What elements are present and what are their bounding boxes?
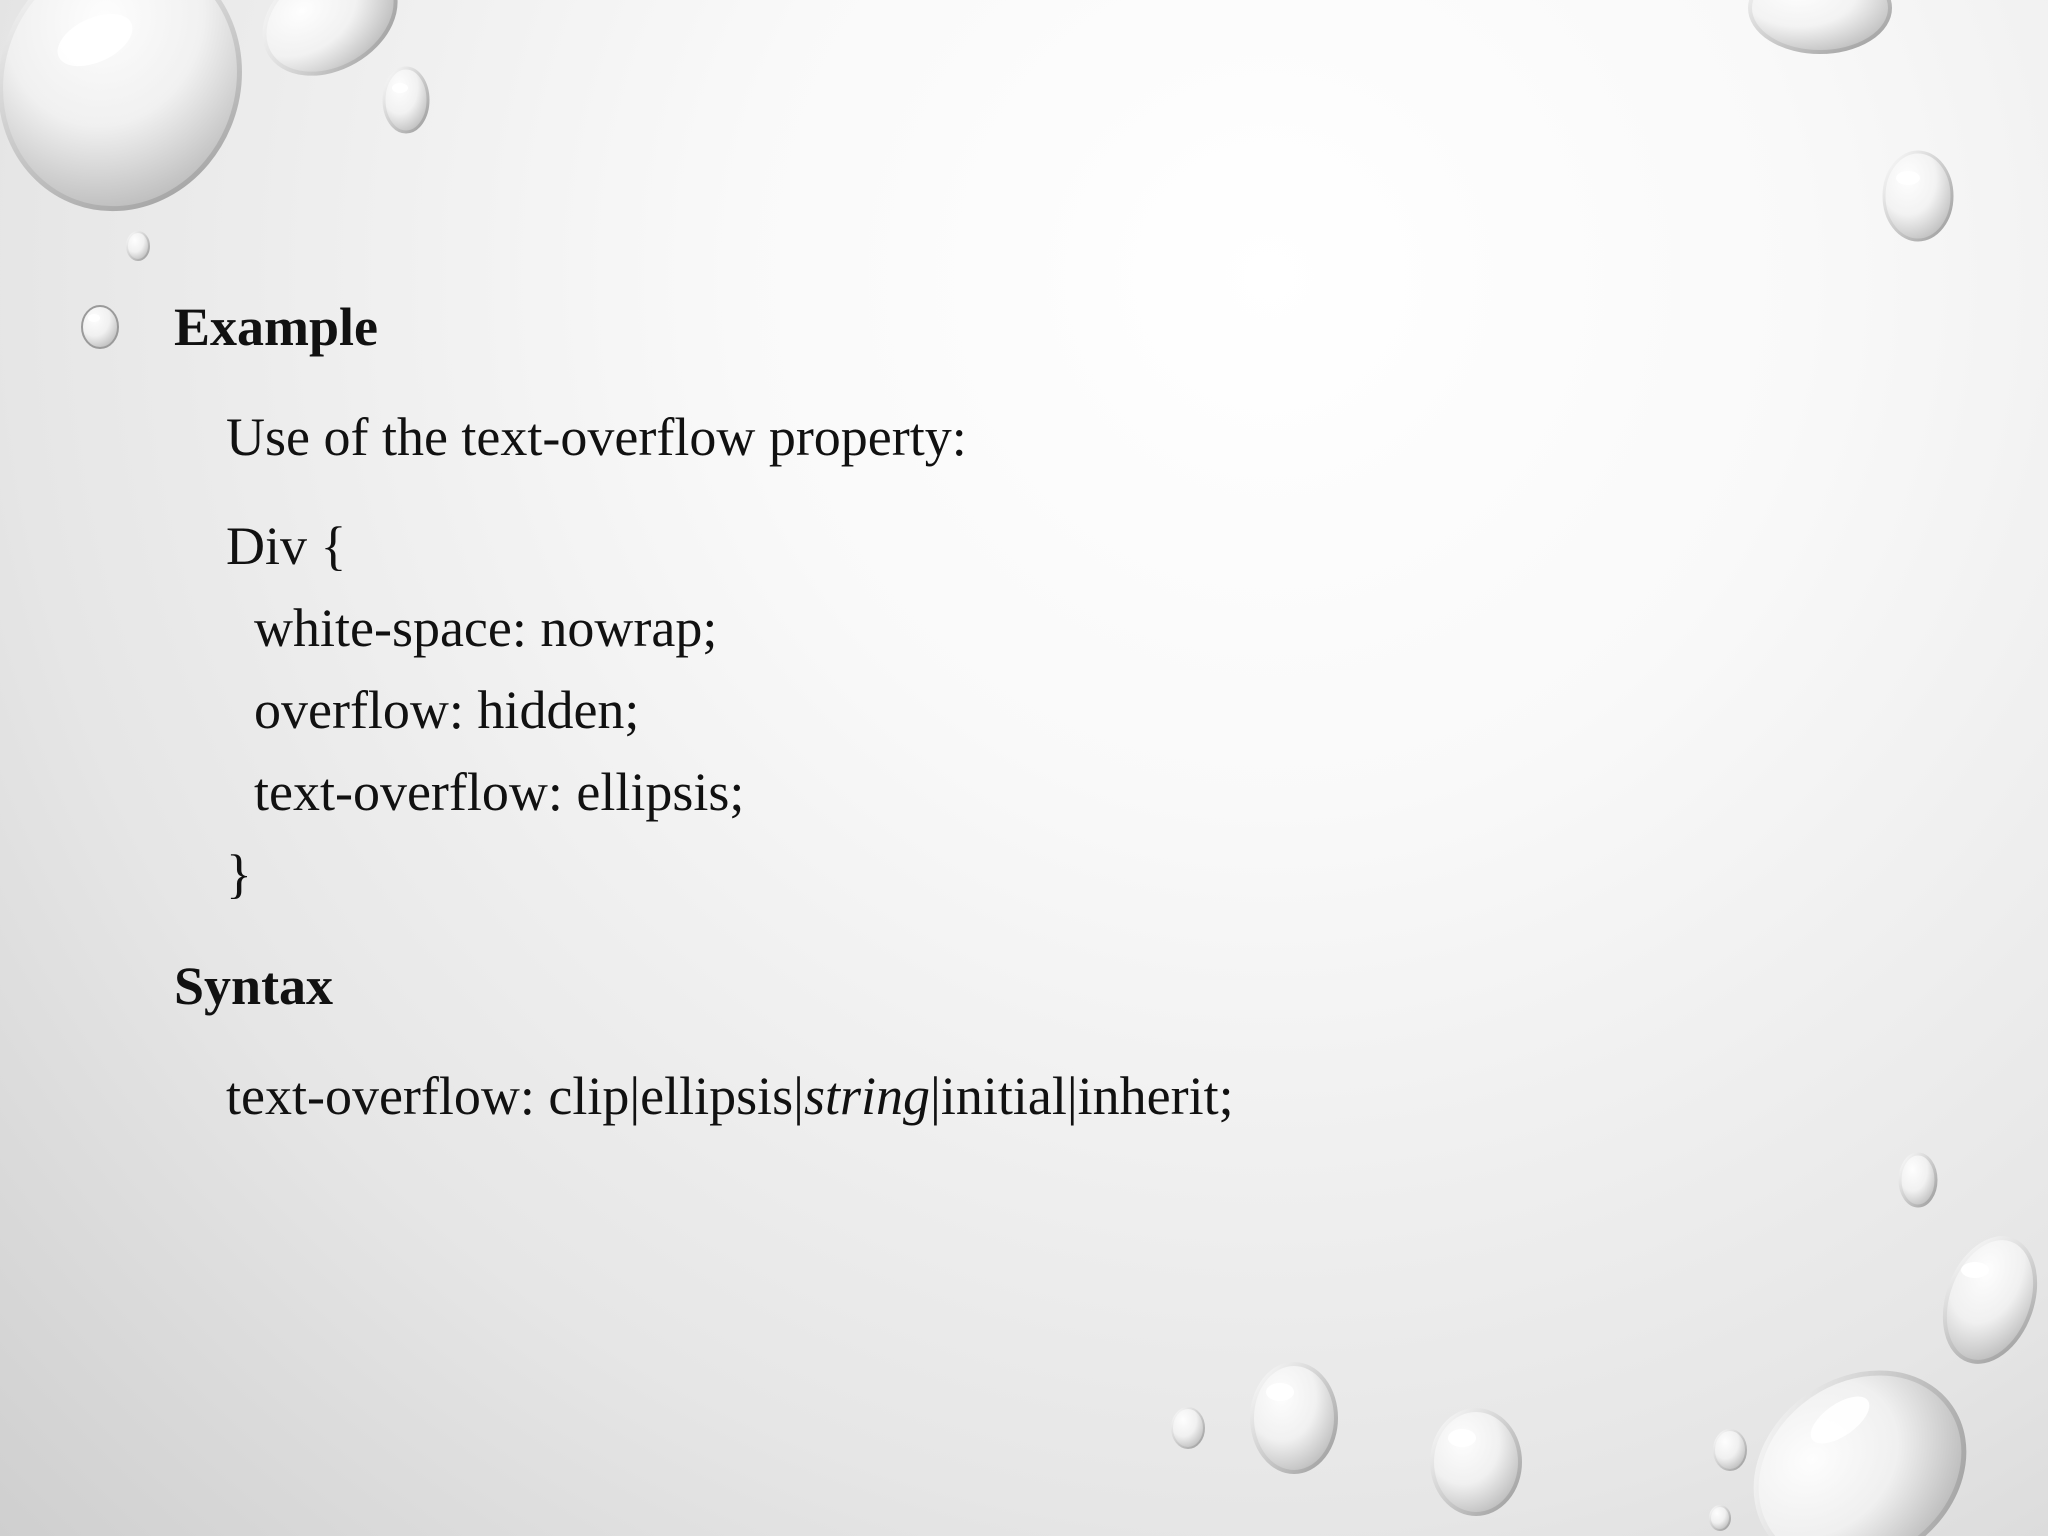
code-line-white-space: white-space: nowrap;: [254, 598, 718, 658]
code-line-close: }: [226, 844, 252, 904]
code-line-open: Div {: [226, 516, 347, 576]
syntax-italic-value: string: [804, 1066, 931, 1126]
intro-text: Use of the text-overflow property:: [226, 407, 967, 467]
syntax-heading: Syntax: [174, 956, 334, 1016]
code-line-overflow: overflow: hidden;: [254, 680, 640, 740]
syntax-suffix: |initial|inherit;: [930, 1066, 1234, 1126]
water-drop-bullet-icon: [78, 302, 122, 352]
syntax-line: [226, 1064, 1234, 1128]
example-heading: Example: [174, 297, 379, 357]
code-line-text-overflow: text-overflow: ellipsis;: [254, 762, 745, 822]
syntax-prefix: text-overflow: clip|ellipsis|: [226, 1066, 804, 1126]
